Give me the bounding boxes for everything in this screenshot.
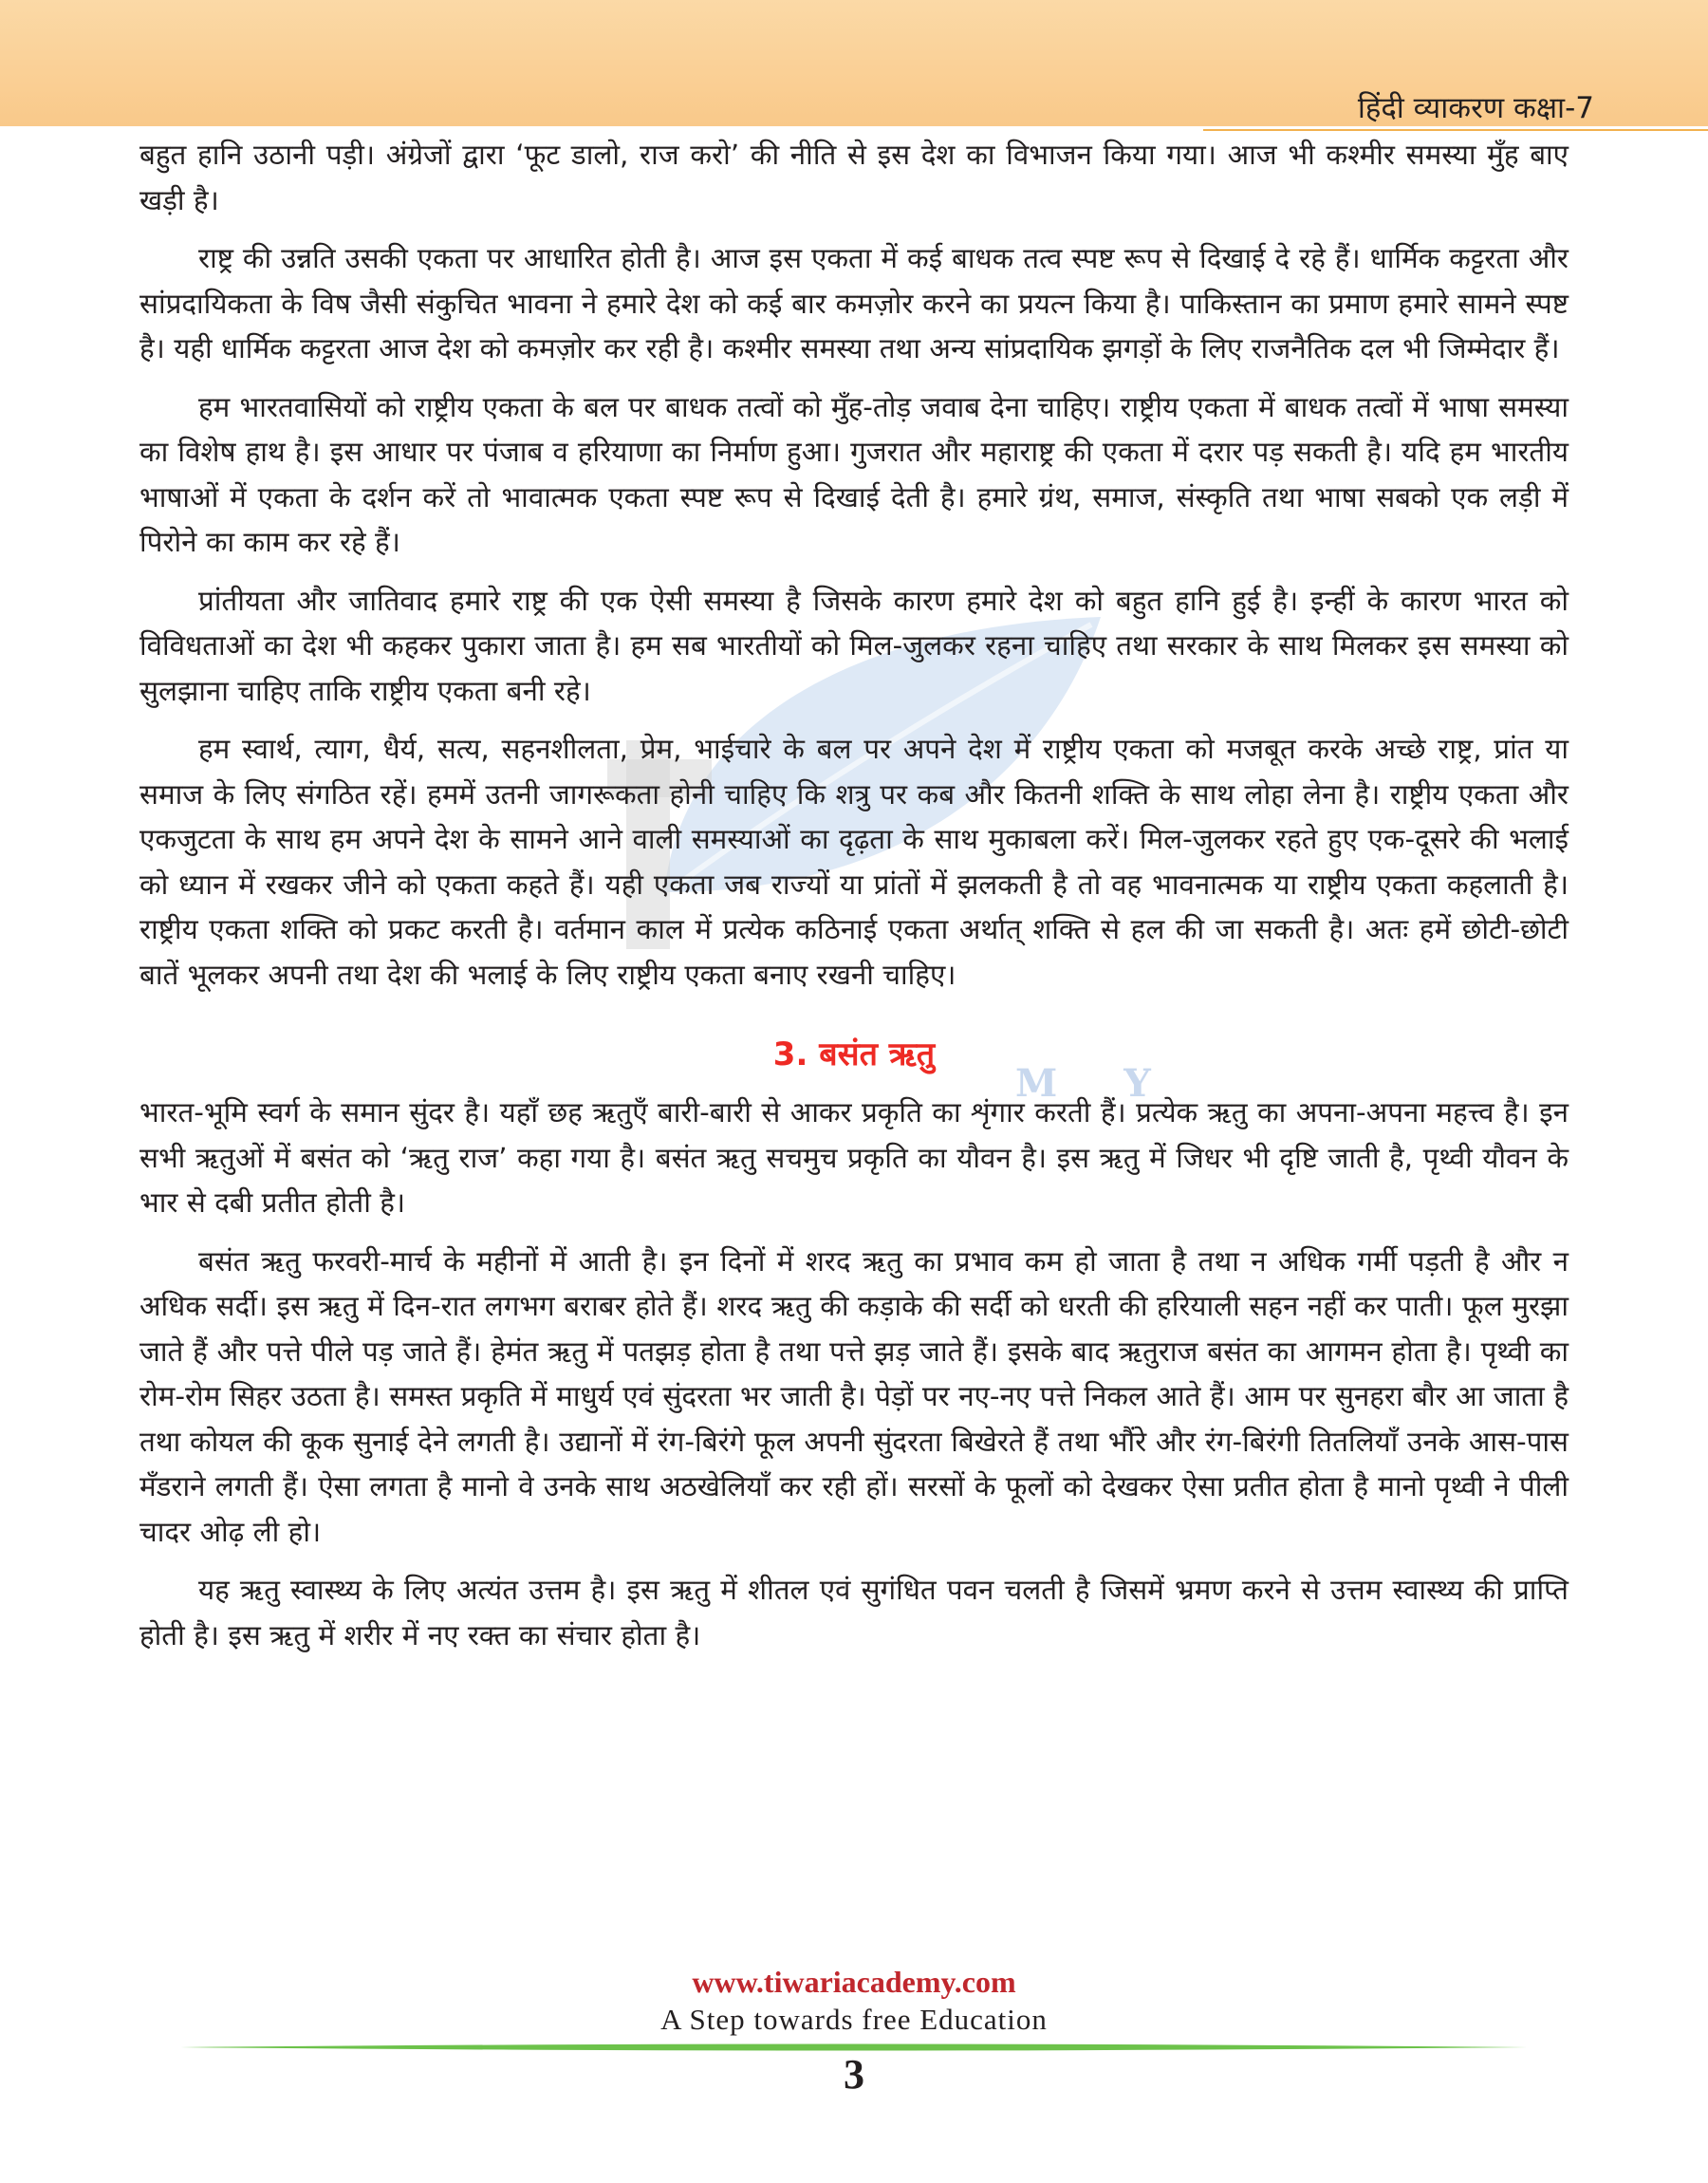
page-number: 3 [844, 2051, 864, 2098]
paragraph: बसंत ऋतु फरवरी-मार्च के महीनों में आती है। इन दिनों में शरद ऋतु का प्रभाव कम हो जाता है तथा न अधिक गर्मी पड़ती है और न अधिक सर्दी। इस ऋतु में दिन-रात लगभग बराबर होते हैं। शरद ऋतु की कड़ाके की सर्दी को धरती की हरियाली सहन नहीं कर पाती। फूल मुरझा जाते हैं और पत्ते पीले पड़ जाते हैं। हेमंत ऋतु में पतझड़ होता है तथा पत्ते झड़ जाते हैं। इसके बाद ऋतुराज बसंत का आगमन होता है। पृथ्वी का रोम-रोम सिहर उठता है। समस्त प्रकृति में माधुर्य एवं सुंदरता भर जाती है। पेड़ों पर नए-नए पत्ते निकल आते हैं। आम पर सुनहरा बौर आ जाता है तथा कोयल की कूक सुनाई देने लगती है। उद्यानों में रंग-बिरंगे फूल अपनी सुंदरता बिखेरते हैं तथा भौंरे और रंग-बिरंगी तितलियाँ उनके आस-पास मँडराने लगती हैं। ऐसा लगता है मानो वे उनके साथ अठखेलियाँ कर रही हों। सरसों के फूलों को देखकर ऐसा प्रतीत होता है मानो पृथ्वी ने पीली चादर ओढ़ ली हो। [139, 1244, 1569, 1548]
paragraph: राष्ट्र की उन्नति उसकी एकता पर आधारित होती है। आज इस एकता में कई बाधक तत्व स्पष्ट रूप से दिखाई दे रहे हैं। धार्मिक कट्टरता और सांप्रदायिकता के विष जैसी संकुचित भावना ने हमारे देश को कई बार कमज़ोर करने का प्रयत्न किया है। पाकिस्तान का प्रमाण हमारे सामने स्पष्ट है। यही धार्मिक कट्टरता आज देश को कमज़ोर कर रही है। कश्मीर समस्या तथा अन्य सांप्रदायिक झगड़ों के लिए राजनैतिक दल भी जिम्मेदार हैं। [139, 242, 1569, 364]
header-rule [1203, 129, 1708, 131]
page-content [139, 133, 1569, 1671]
watermark-text: M Y [1015, 1061, 1178, 1106]
paragraph: प्रांतीयता और जातिवाद हमारे राष्ट्र की एक ऐसी समस्या है जिसके कारण हमारे देश को बहुत हानि हुई है। इन्हीं के कारण भारत को विविधताओं का देश भी कहकर पुकारा जाता है। हम सब भारतीयों को मिल-जुलकर रहना चाहिए तथा सरकार के साथ मिलकर इस समस्या को सुलझाना चाहिए ताकि राष्ट्रीय एकता बनी रहे। [139, 584, 1569, 707]
footer-tagline: A Step towards free Education [660, 2003, 1048, 2036]
section-heading: 3. बसंत ऋतु [772, 1036, 936, 1073]
paragraph: यह ऋतु स्वास्थ्य के लिए अत्यंत उत्तम है। इस ऋतु में शीतल एवं सुगंधित पवन चलती है जिसमें भ्रमण करने से उत्तम स्वास्थ्य की प्राप्ति होती है। इस ऋतु में शरीर में नए रक्त का संचार होता है। [139, 1574, 1569, 1651]
header-title: हिंदी व्याकरण कक्षा-7 [1357, 91, 1594, 125]
paragraph: बहुत हानि उठानी पड़ी। अंग्रेजों द्वारा ‘फूट डालो, राज करो’ की नीति से इस देश का विभाजन किया गया। आज भी कश्मीर समस्या मुँह बाए खड़ी है। [139, 139, 1569, 216]
paragraph: भारत-भूमि स्वर्ग के समान सुंदर है। यहाँ छह ऋतुएँ बारी-बारी से आकर प्रकृति का शृंगार करती हैं। प्रत्येक ऋतु का अपना-अपना महत्त्व है। इन सभी ऋतुओं में बसंत को ‘ऋतु राज’ कहा गया है। बसंत ऋतु सचमुच प्रकृति का यौवन है। इस ऋतु में जिधर भी दृष्टि जाती है, पृथ्वी यौवन के भार से दबी प्रतीत होती है। [139, 1096, 1569, 1219]
paragraph: हम स्वार्थ, त्याग, धैर्य, सत्य, सहनशीलता, प्रेम, भाईचारे के बल पर अपने देश में राष्ट्रीय एकता को मजबूत करके अच्छे राष्ट्र, प्रांत या समाज के लिए संगठित रहें। हममें उतनी जागरूकता होनी चाहिए कि शत्रु पर कब और कितनी शक्ति के साथ लोहा लेना है। राष्ट्रीय एकता और एकजुटता के साथ हम अपने देश के सामने आने वाली समस्याओं का दृढ़ता के साथ मुकाबला करें। मिल-जुलकर रहते हुए एक-दूसरे की भलाई को ध्यान में रखकर जीने को एकता कहते हैं। यही एकता जब राज्यों या प्रांतों में झलकती है तो वह भावनात्मक या राष्ट्रीय एकता कहलाती है। राष्ट्रीय एकता शक्ति को प्रकट करती है। वर्तमान काल में प्रत्येक कठिनाई एकता अर्थात् शक्ति से हल की जा सकती है। अतः हमें छोटी-छोटी बातें भूलकर अपनी तथा देश की भलाई के लिए राष्ट्रीय एकता बनाए रखनी चाहिए। [139, 733, 1569, 991]
footer-url: www.tiwariacademy.com [692, 1965, 1016, 1999]
paragraph: हम भारतवासियों को राष्ट्रीय एकता के बल पर बाधक तत्वों को मुँह-तोड़ जवाब देना चाहिए। राष्ट्रीय एकता में बाधक तत्वों में भाषा समस्या का विशेष हाथ है। इस आधार पर पंजाब व हरियाणा का निर्माण हुआ। गुजरात और महाराष्ट्र की एकता में दरार पड़ सकती है। यदि हम भारतीय भाषाओं में एकता के दर्शन करें तो भावात्मक एकता स्पष्ट रूप से दिखाई देती है। हमारे ग्रंथ, समाज, संस्कृति तथा भाषा सबको एक लड़ी में पिरोने का काम कर रहे हैं। [139, 390, 1569, 558]
